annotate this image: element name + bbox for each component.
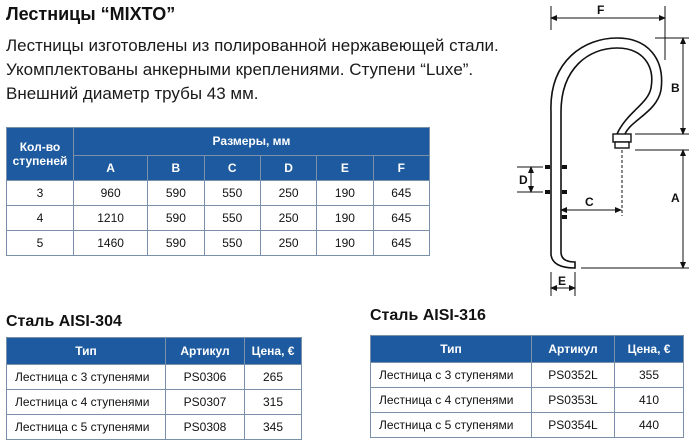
- col-a: A: [74, 155, 148, 180]
- header-price: Цена, €: [615, 336, 684, 363]
- cell: 250: [260, 181, 316, 206]
- steps-header-line2: ступеней: [12, 154, 68, 168]
- description-line-3: Внешний диаметр трубы 43 мм.: [6, 84, 259, 103]
- cell: 3: [7, 181, 74, 206]
- header-article: Артикул: [532, 336, 615, 363]
- cell: 590: [148, 181, 204, 206]
- table-row: [7, 206, 430, 231]
- cell: PS0354L: [532, 413, 615, 438]
- cell: 250: [260, 231, 316, 256]
- table-row: [7, 231, 430, 256]
- cell: 960: [74, 181, 148, 206]
- cell: 645: [373, 231, 429, 256]
- cell: 190: [317, 181, 373, 206]
- label-c: C: [585, 195, 594, 209]
- cell: 410: [615, 388, 684, 413]
- cell: 550: [204, 231, 260, 256]
- cell: 1460: [74, 231, 148, 256]
- table-row: [7, 415, 302, 440]
- label-b: B: [671, 81, 680, 95]
- ladder-tube: [551, 38, 662, 268]
- cell: 190: [317, 231, 373, 256]
- table-row: [7, 390, 302, 415]
- steel304-table: [6, 337, 302, 440]
- header-article: Артикул: [166, 338, 245, 365]
- header-type: Тип: [7, 338, 166, 365]
- ladder-drawing: [505, 0, 694, 300]
- cell: 590: [148, 206, 204, 231]
- cell: 265: [245, 365, 302, 390]
- cell: Лестница с 4 ступенями: [7, 390, 166, 415]
- cell: PS0308: [166, 415, 245, 440]
- table-row: [7, 365, 302, 390]
- label-e: E: [558, 274, 567, 288]
- table-row: [7, 181, 430, 206]
- col-d: D: [260, 155, 316, 180]
- cell: Лестница с 5 ступенями: [371, 413, 532, 438]
- table-row: [371, 413, 684, 438]
- steel316-title: Сталь AISI-316: [370, 307, 486, 324]
- cell: 190: [317, 206, 373, 231]
- anchor-fitting: [613, 134, 631, 148]
- page-title: Лестницы “MIXTO”: [6, 4, 176, 24]
- cell: Лестница с 3 ступенями: [371, 363, 532, 388]
- cell: 645: [373, 206, 429, 231]
- cell: 440: [615, 413, 684, 438]
- cell: 590: [148, 231, 204, 256]
- dimensions-table: [6, 127, 430, 256]
- cell: 1210: [74, 206, 148, 231]
- cell: Лестница с 5 ступенями: [7, 415, 166, 440]
- cell: Лестница с 3 ступенями: [7, 365, 166, 390]
- sizes-header: Размеры, мм: [74, 128, 430, 156]
- cell: PS0352L: [532, 363, 615, 388]
- col-b: B: [148, 155, 204, 180]
- table-row: [371, 363, 684, 388]
- label-a: A: [671, 191, 680, 205]
- steps-header: [7, 128, 74, 181]
- col-c: C: [204, 155, 260, 180]
- cell: 5: [7, 231, 74, 256]
- cell: Лестница с 4 ступенями: [371, 388, 532, 413]
- step-brackets: [545, 165, 567, 219]
- col-f: F: [373, 155, 429, 180]
- header-price: Цена, €: [245, 338, 302, 365]
- cell: PS0306: [166, 365, 245, 390]
- description-line-1: Лестницы изготовлены из полированной нержавеющей стали.: [6, 36, 499, 55]
- label-d: D: [519, 173, 528, 187]
- description-line-2: Укомплектованы анкерными креплениями. Ступени “Luxe”.: [6, 60, 474, 79]
- cell: 345: [245, 415, 302, 440]
- steel304-title: Сталь AISI-304: [6, 313, 122, 330]
- cell: 550: [204, 181, 260, 206]
- cell: 550: [204, 206, 260, 231]
- cell: 315: [245, 390, 302, 415]
- cell: PS0307: [166, 390, 245, 415]
- cell: 4: [7, 206, 74, 231]
- label-f: F: [597, 3, 605, 17]
- col-e: E: [317, 155, 373, 180]
- steel316-table: [370, 335, 684, 438]
- cell: PS0353L: [532, 388, 615, 413]
- cell: 355: [615, 363, 684, 388]
- cell: 645: [373, 181, 429, 206]
- steps-header-line1: Кол-во: [19, 140, 61, 154]
- table-row: [371, 388, 684, 413]
- cell: 250: [260, 206, 316, 231]
- header-type: Тип: [371, 336, 532, 363]
